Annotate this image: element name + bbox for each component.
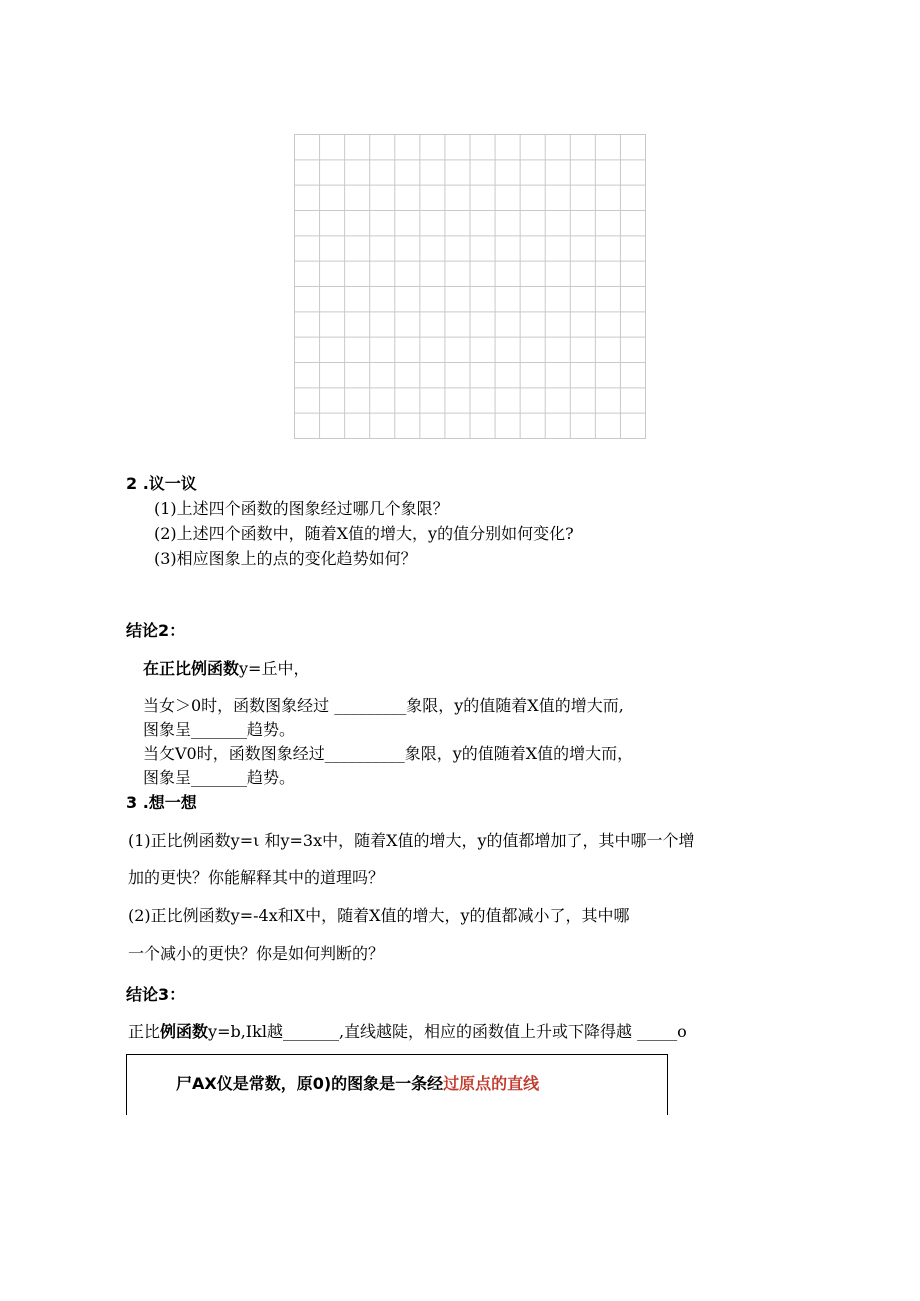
conclusion2-intro-bold: 在正比例函数	[143, 659, 240, 678]
conclusion2-intro-rest: y=丘中，	[239, 659, 310, 678]
section2-question-1: (1)上述四个函数的图象经过哪几个象限？	[154, 499, 449, 518]
conclusion3-bold: 例函数	[160, 1022, 209, 1041]
conclusion2-title: 结论2：	[126, 621, 186, 640]
section3-question-1b: 加的更快？你能解释其中的道理吗？	[128, 868, 385, 887]
section2-heading: 2 .议一议	[126, 474, 197, 493]
conclusion2-line-3: 当攵V0时，函数图象经过__________象限，y的值随着X值的增大而，	[143, 744, 634, 763]
section3-heading: 3 .想一想	[126, 793, 197, 812]
conclusion2-line-1: 当女＞0时，函数图象经过 _________象限，y的值随着X值的增大而,	[143, 696, 624, 715]
section3-question-2a: (2)正比例函数y=-4x和X中，随着X值的增大，y的值都减小了，其中哪	[128, 906, 630, 925]
conclusion3-title: 结论3：	[126, 985, 186, 1004]
definition-text-main: 尸AX仪是常数，原0)的图象是一条经	[176, 1074, 444, 1093]
coordinate-grid	[294, 134, 646, 439]
section3-question-1a: (1)正比例函数y=ι 和y=3x中，随着X值的增大，y的值都增加了，其中哪一个增	[128, 831, 695, 850]
conclusion2-intro	[143, 656, 309, 679]
conclusion3-prefix: 正比	[128, 1022, 161, 1041]
conclusion2-line-4: 图象呈_______趋势。	[143, 768, 296, 787]
conclusion2-line-2: 图象呈_______趋势。	[143, 720, 296, 739]
section3-question-2b: 一个减小的更快？你是如何判断的？	[128, 944, 385, 963]
conclusion3-statement	[128, 1019, 687, 1042]
conclusion3-rest: y=b,Ikl越_______,直线越陡，相应的函数值上升或下降得越 _____o	[208, 1022, 687, 1041]
definition-text	[176, 1071, 539, 1094]
section2-question-3: (3)相应图象上的点的变化趋势如何？	[154, 549, 417, 568]
definition-text-highlight: 过原点的直线	[443, 1074, 540, 1093]
section2-question-2: (2)上述四个函数中，随着X值的增大，y的值分别如何变化?	[154, 524, 574, 543]
